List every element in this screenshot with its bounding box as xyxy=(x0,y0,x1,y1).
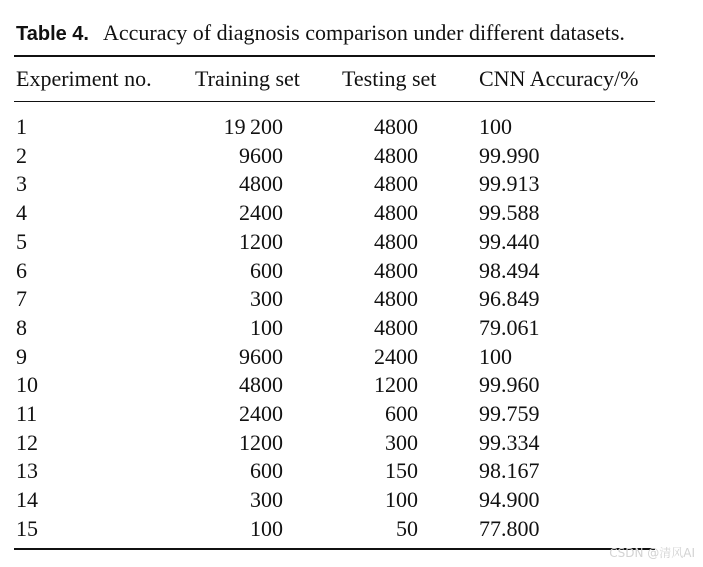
table-bottom-rule xyxy=(14,548,655,550)
cell-testing-set: 4800 xyxy=(374,314,418,340)
cell-cnn-accuracy: 100 xyxy=(479,114,512,139)
cell-testing-set: 4800 xyxy=(374,114,418,139)
cell-experiment-no: 13 xyxy=(16,458,38,484)
cell-experiment-no: 3 xyxy=(16,171,27,197)
cell-cnn-accuracy: 99.960 xyxy=(479,372,540,398)
cell-experiment-no: 14 xyxy=(16,487,38,513)
table-row xyxy=(14,485,655,514)
cell-experiment-no: 6 xyxy=(16,257,27,283)
cell-testing-set: 4800 xyxy=(374,228,418,254)
watermark-text: CSDN @清风AI xyxy=(609,546,695,560)
header-training-set: Training set xyxy=(195,66,300,91)
table-row xyxy=(14,370,655,399)
cell-testing-set: 600 xyxy=(385,401,418,426)
cell-cnn-accuracy: 99.334 xyxy=(479,429,540,455)
cell-testing-set: 100 xyxy=(385,487,418,513)
cell-training-set: 2400 xyxy=(239,200,283,226)
cell-testing-set: 1200 xyxy=(374,372,418,398)
cell-experiment-no: 5 xyxy=(16,228,27,254)
cell-cnn-accuracy: 79.061 xyxy=(479,314,540,340)
cell-training-set: 4800 xyxy=(239,372,283,398)
cell-training-set: 300 xyxy=(250,487,283,513)
cell-experiment-no: 7 xyxy=(16,286,27,312)
cell-cnn-accuracy: 94.900 xyxy=(479,487,540,513)
cell-cnn-accuracy: 77.800 xyxy=(479,515,540,541)
cell-cnn-accuracy: 96.849 xyxy=(479,286,540,312)
cell-cnn-accuracy: 100 xyxy=(479,343,512,369)
cell-testing-set: 150 xyxy=(385,458,418,484)
cell-experiment-no: 2 xyxy=(16,142,27,168)
cell-testing-set: 4800 xyxy=(374,171,418,197)
cell-cnn-accuracy: 99.759 xyxy=(479,401,540,426)
cell-testing-set: 4800 xyxy=(374,257,418,283)
table-row xyxy=(14,198,655,227)
cell-training-set: 100 xyxy=(250,314,283,340)
cell-training-set: 2400 xyxy=(239,401,283,426)
cell-experiment-no: 9 xyxy=(16,343,27,369)
cell-testing-set: 4800 xyxy=(374,286,418,312)
cell-training-set: 600 xyxy=(250,458,283,484)
cell-experiment-no: 10 xyxy=(16,372,38,398)
cell-experiment-no: 4 xyxy=(16,200,27,226)
cell-experiment-no: 15 xyxy=(16,515,38,541)
table-caption-text: Accuracy of diagnosis comparison under different datasets. xyxy=(103,20,625,45)
table-row xyxy=(14,514,655,543)
header-experiment-no: Experiment no. xyxy=(16,66,152,91)
cell-cnn-accuracy: 99.990 xyxy=(479,142,540,168)
table-row xyxy=(14,284,655,313)
cell-testing-set: 2400 xyxy=(374,343,418,369)
cell-training-set: 1200 xyxy=(239,429,283,455)
cell-training-set: 1200 xyxy=(239,228,283,254)
cell-cnn-accuracy: 99.588 xyxy=(479,200,540,226)
table-row xyxy=(14,428,655,457)
cell-training-set: 300 xyxy=(250,286,283,312)
cell-training-set: 600 xyxy=(250,257,283,283)
cell-training-set: 4800 xyxy=(239,171,283,197)
cell-cnn-accuracy: 99.440 xyxy=(479,228,540,254)
cell-training-set: 9600 xyxy=(239,343,283,369)
table-row xyxy=(14,141,655,170)
cell-cnn-accuracy: 98.494 xyxy=(479,257,540,283)
cell-experiment-no: 8 xyxy=(16,314,27,340)
table-row xyxy=(14,227,655,256)
cell-experiment-no: 12 xyxy=(16,429,38,455)
table-row xyxy=(14,313,655,342)
table-row xyxy=(14,342,655,371)
cell-testing-set: 4800 xyxy=(374,200,418,226)
header-cnn-accuracy: CNN Accuracy/% xyxy=(479,66,639,91)
cell-experiment-no: 11 xyxy=(16,401,38,426)
cell-cnn-accuracy: 98.167 xyxy=(479,458,540,484)
cell-training-set: 100 xyxy=(250,515,283,541)
table-row xyxy=(14,256,655,285)
table-row xyxy=(14,169,655,198)
cell-training-set: 9600 xyxy=(239,142,283,168)
table-caption-label: Table 4. xyxy=(16,23,89,45)
cell-cnn-accuracy: 99.913 xyxy=(479,171,540,197)
cell-training-set: 19 200 xyxy=(223,114,283,139)
cell-testing-set: 50 xyxy=(396,515,418,541)
cell-experiment-no: 1 xyxy=(16,114,27,139)
table-row xyxy=(14,112,655,141)
cell-testing-set: 4800 xyxy=(374,142,418,168)
cell-testing-set: 300 xyxy=(385,429,418,455)
table-row xyxy=(14,399,655,428)
header-testing-set: Testing set xyxy=(342,66,437,91)
table-row xyxy=(14,456,655,485)
